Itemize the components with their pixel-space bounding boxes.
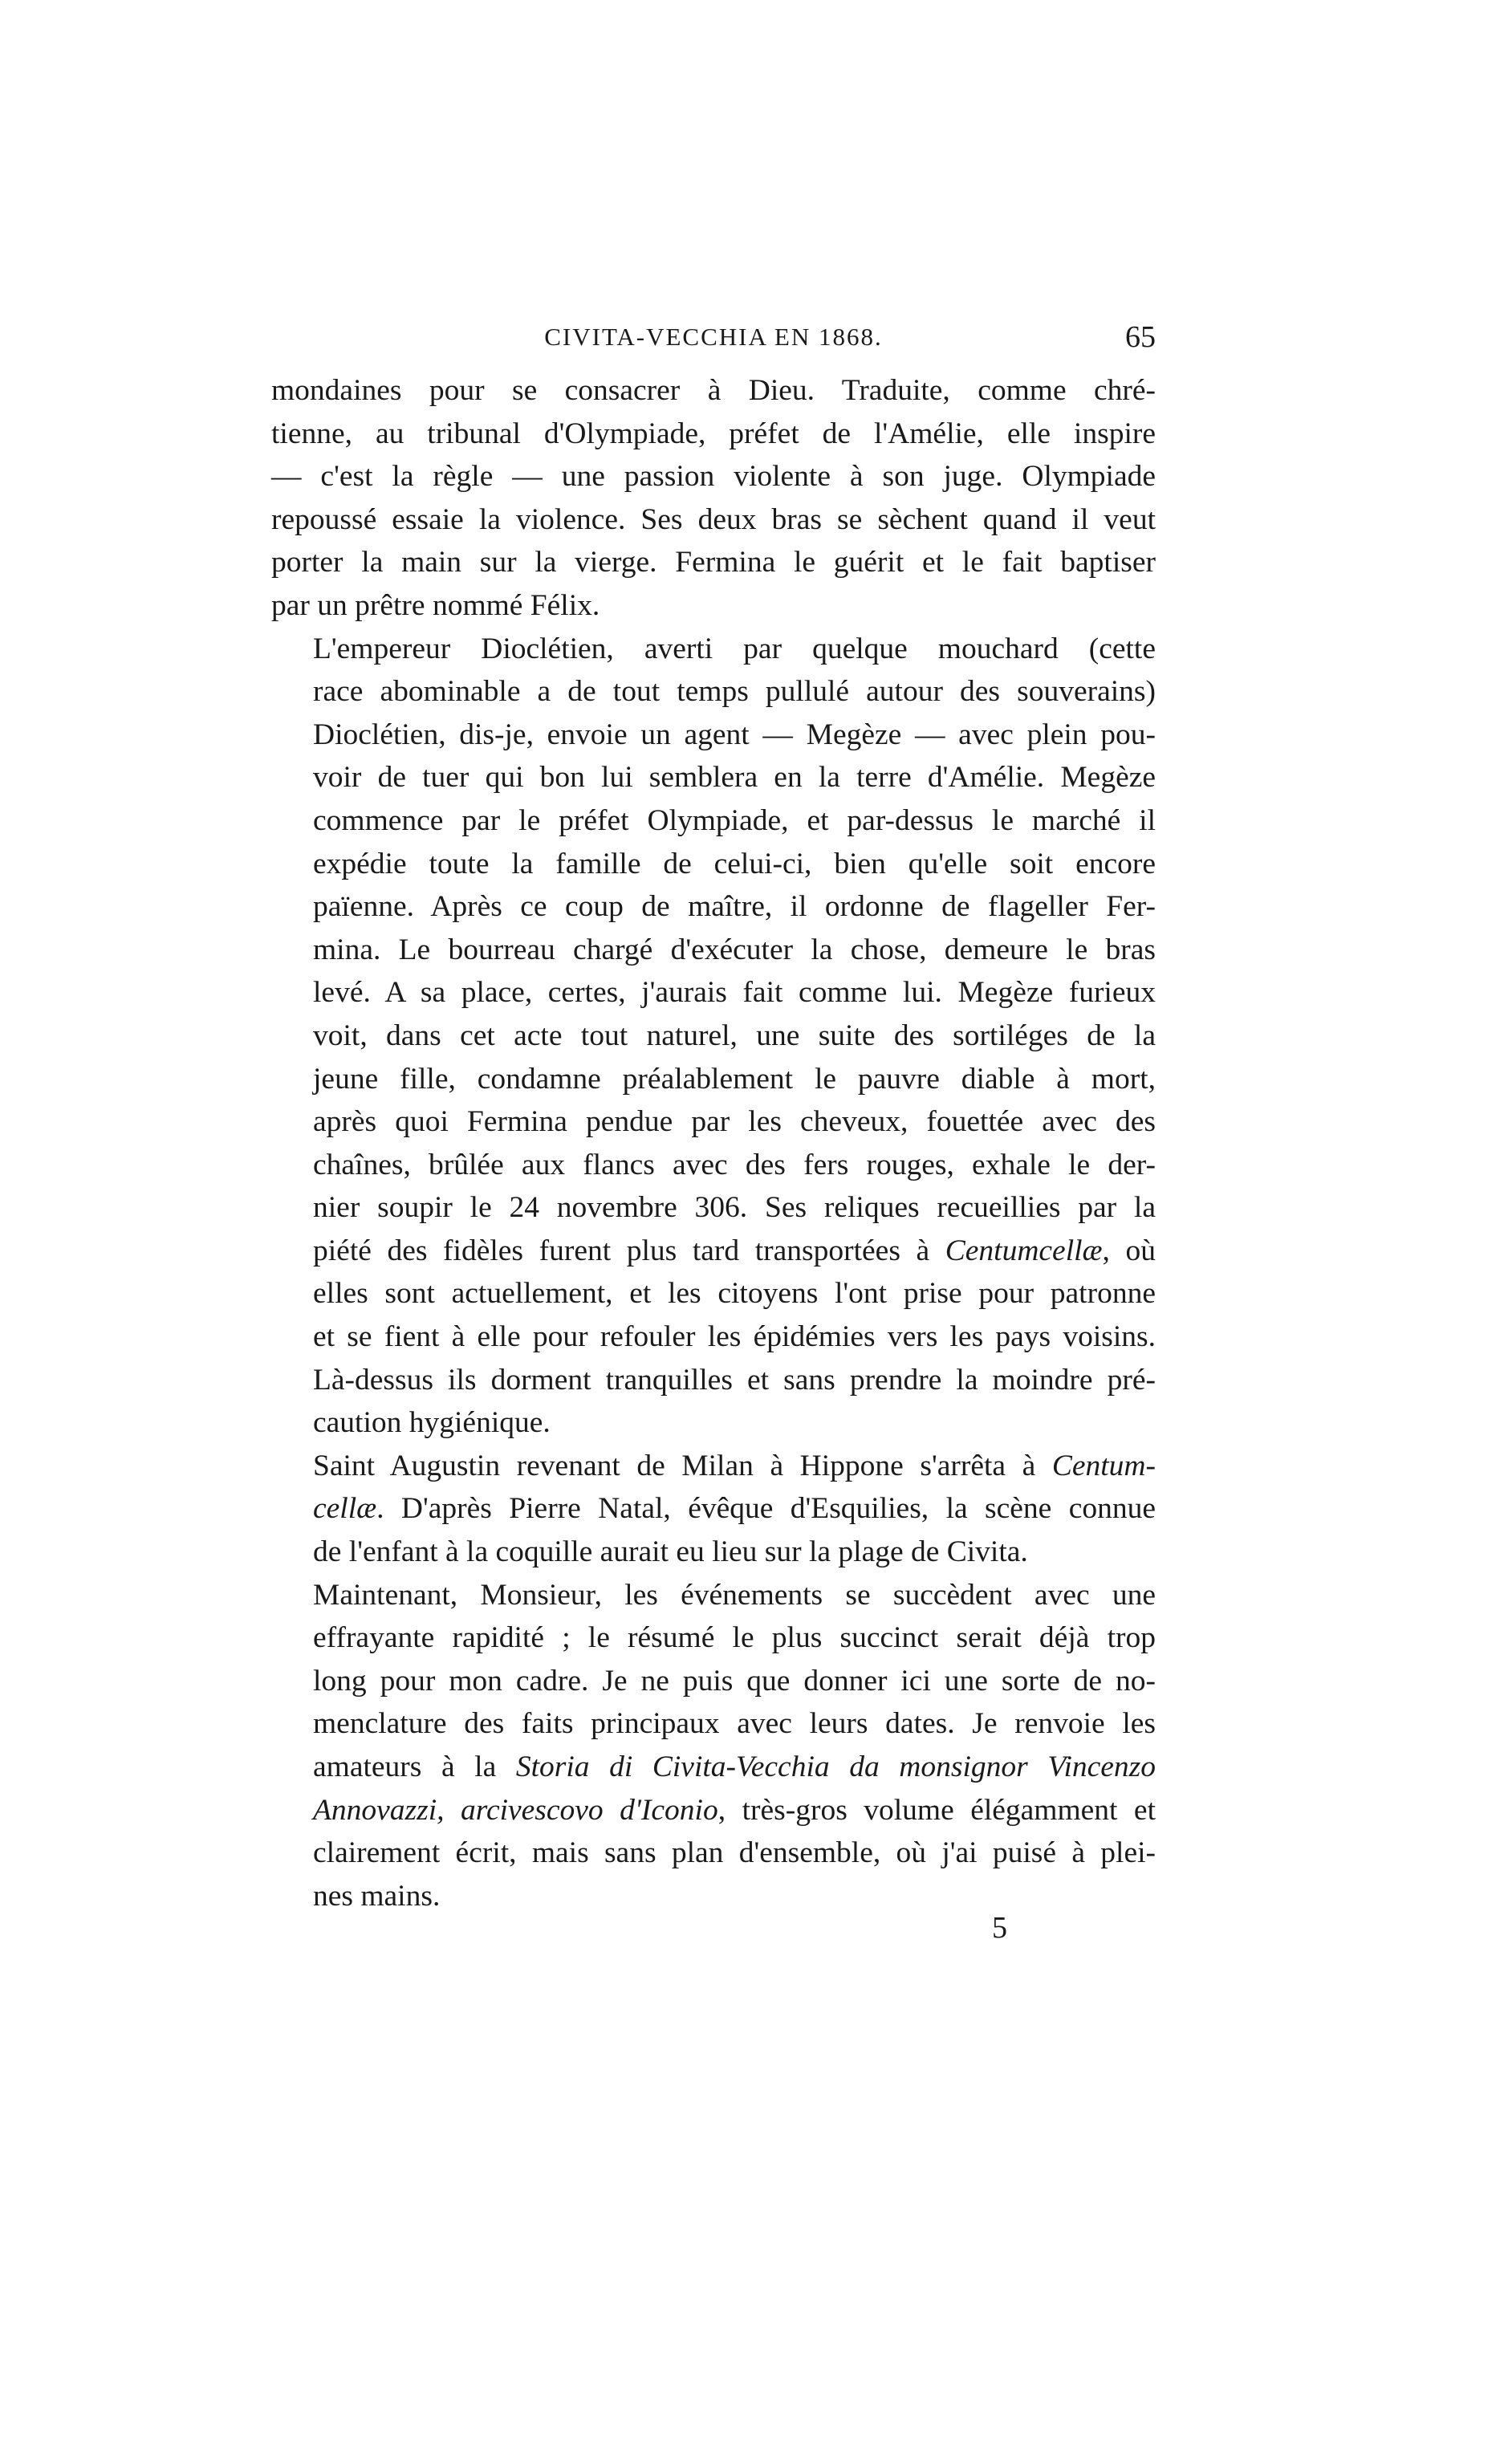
text-line: L'empereur Dioclétien, averti par quelque mouchard (cette — [313, 632, 1156, 665]
text-line: — c'est la règle — une passion violente à son juge. Olympiade — [271, 460, 1156, 494]
text-line: après quoi Fermina pendue par les cheveux, fouettée avec des — [313, 1105, 1156, 1139]
text-line: race abominable a de tout temps pullulé autour des souverains) — [313, 675, 1156, 709]
text-line: repoussé essaie la violence. Ses deux bras se sèchent quand il veut — [271, 502, 1156, 536]
text-line: piété des fidèles furent plus tard transportées à Centumcellæ, où — [313, 1234, 1156, 1267]
text-line: tienne, au tribunal d'Olympiade, préfet de l'Amélie, elle inspire — [271, 417, 1156, 450]
signature-mark: 5 — [992, 1911, 1007, 1945]
text-line: Annovazzi, arcivescovo d'Iconio, très-gros volume élégamment et — [313, 1793, 1156, 1827]
text-line: Dioclétien, dis-je, envoie un agent — Megèze — avec plein pou- — [313, 718, 1156, 751]
text-line: nes mains. — [313, 1879, 441, 1913]
running-title: CIVITA-VECCHIA EN 1868. — [544, 323, 883, 351]
text-line: menclature des faits principaux avec leurs dates. Je renvoie les — [313, 1707, 1156, 1741]
running-head — [271, 319, 1156, 364]
page-number: 65 — [1125, 320, 1156, 354]
text-line: levé. A sa place, certes, j'aurais fait comme lui. Megèze furieux — [313, 976, 1156, 1010]
text-line: porter la main sur la vierge. Fermina le guérit et le fait baptiser — [271, 546, 1156, 579]
paragraph-saint-augustin — [271, 1445, 1156, 1574]
text-line: et se fient à elle pour refouler les épidémies vers les pays voisins. — [313, 1320, 1156, 1354]
text-line: de l'enfant à la coquille aurait eu lieu sur la plage de Civita. — [313, 1535, 1028, 1569]
text-line: clairement écrit, mais sans plan d'ensemble, où j'ai puisé à plei- — [313, 1836, 1156, 1870]
text-line: cellæ. D'après Pierre Natal, évêque d'Esquilies, la scène connue — [313, 1492, 1156, 1526]
text-line: Maintenant, Monsieur, les événements se succèdent avec une — [313, 1578, 1156, 1612]
text-line: Saint Augustin revenant de Milan à Hippone s'arrêta à Centum- — [313, 1449, 1156, 1482]
text-line: commence par le préfet Olympiade, et par-dessus le marché il — [313, 803, 1156, 837]
text-line: mondaines pour se consacrer à Dieu. Traduite, comme chré- — [271, 374, 1156, 407]
text-line: caution hygiénique. — [313, 1406, 551, 1440]
text-line: long pour mon cadre. Je ne puis que donner ici une sorte de no- — [313, 1664, 1156, 1698]
text-line: mina. Le bourreau chargé d'exécuter la chose, demeure le bras — [313, 933, 1156, 966]
paragraph-fermina-intro — [271, 369, 1156, 628]
text-line: Là-dessus ils dorment tranquilles et sans prendre la moindre pré- — [313, 1363, 1156, 1397]
text-line: chaînes, brûlée aux flancs avec des fers rouges, exhale le der- — [313, 1148, 1156, 1181]
text-line: voit, dans cet acte tout naturel, une suite des sortiléges de la — [313, 1019, 1156, 1052]
text-line: effrayante rapidité ; le résumé le plus succinct serait déjà trop — [313, 1621, 1156, 1655]
body-text — [271, 369, 1156, 1917]
text-line: jeune fille, condamne préalablement le pauvre diable à mort, — [313, 1062, 1156, 1096]
text-line: nier soupir le 24 novembre 306. Ses reliques recueillies par la — [313, 1191, 1156, 1225]
paragraph-maintenant — [271, 1574, 1156, 1918]
text-line: elles sont actuellement, et les citoyens l'ont prise pour patronne — [313, 1277, 1156, 1311]
text-line: païenne. Après ce coup de maître, il ordonne de flageller Fer- — [313, 890, 1156, 924]
text-line: voir de tuer qui bon lui semblera en la terre d'Amélie. Megèze — [313, 761, 1156, 795]
text-line: par un prêtre nommé Félix. — [271, 588, 600, 622]
text-line: expédie toute la famille de celui-ci, bien qu'elle soit encore — [313, 847, 1156, 880]
paragraph-diocletien — [271, 628, 1156, 1445]
text-line: amateurs à la Storia di Civita-Vecchia da monsignor Vincenzo — [313, 1750, 1156, 1783]
